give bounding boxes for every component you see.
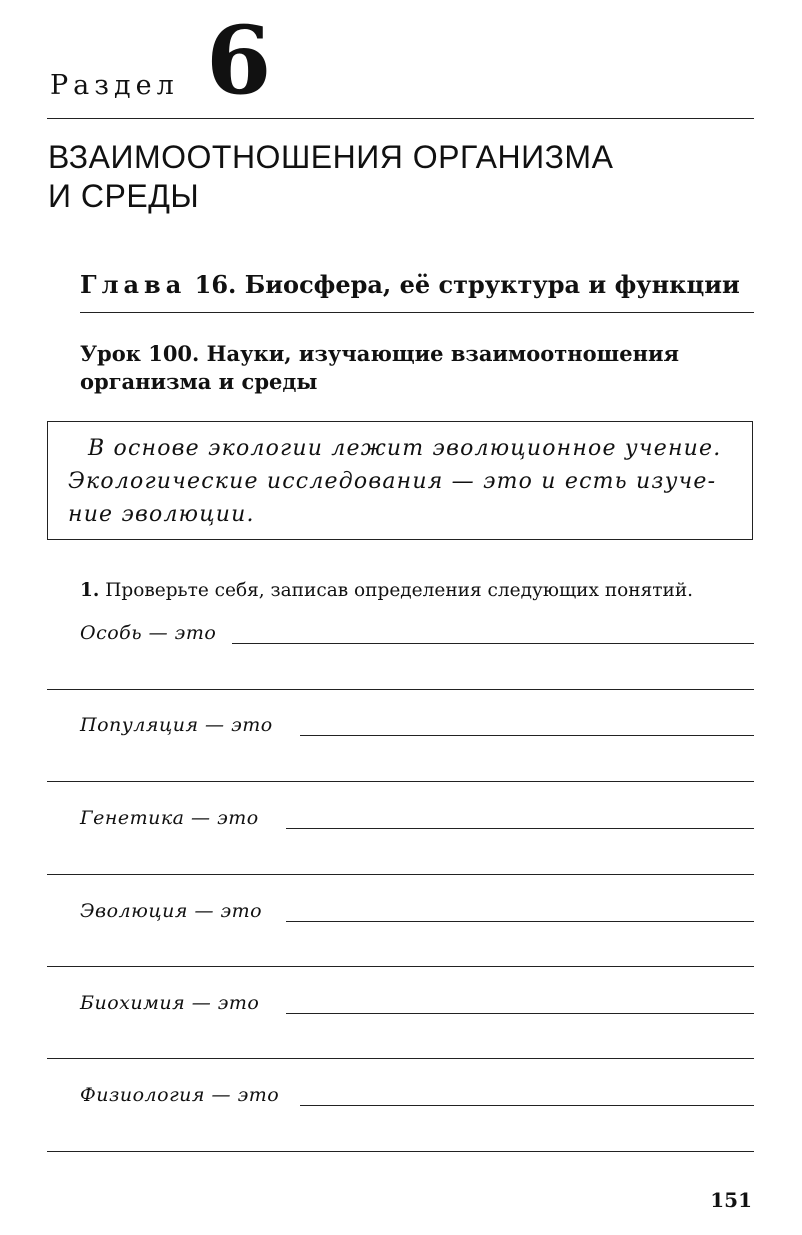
term-label-population: Популяция — это — [80, 714, 273, 736]
section-rule — [47, 118, 754, 119]
epigraph-line-2: Экологические исследования — это и есть изуче- — [68, 469, 717, 494]
epigraph-line-1: В основе экологии лежит эволюционное учение. — [88, 436, 722, 461]
answer-line[interactable] — [286, 921, 754, 922]
task-text: Проверьте себя, записав определения следующих понятий. — [105, 580, 694, 601]
term-label-genetics: Генетика — это — [80, 807, 259, 829]
section-label: Раздел — [50, 70, 179, 101]
chapter-prefix: Глава — [80, 270, 187, 299]
epigraph-line-3: ние эволюции. — [68, 502, 255, 527]
lesson-line-2: организма и среды — [80, 369, 318, 394]
lesson-heading — [80, 340, 740, 396]
chapter-title: 16. Биосфера, её структура и функции — [194, 270, 740, 299]
answer-line[interactable] — [300, 735, 754, 736]
title-line-2: И СРЕДЫ — [48, 178, 200, 214]
answer-line[interactable] — [47, 689, 754, 690]
term-label-individual: Особь — это — [80, 622, 217, 644]
chapter-rule — [80, 312, 754, 313]
page-title — [48, 138, 748, 216]
answer-line[interactable] — [47, 1151, 754, 1152]
answer-line[interactable] — [300, 1105, 754, 1106]
answer-line[interactable] — [232, 643, 754, 644]
term-label-physiology: Физиология — это — [80, 1084, 280, 1106]
term-label-evolution: Эволюция — это — [80, 900, 263, 922]
term-label-biochemistry: Биохимия — это — [80, 992, 260, 1014]
section-number: 6 — [206, 6, 272, 116]
answer-line[interactable] — [286, 828, 754, 829]
page-number: 151 — [710, 1188, 752, 1212]
task-instruction — [80, 580, 693, 601]
epigraph-box — [47, 421, 753, 540]
epigraph-text — [68, 432, 744, 531]
answer-line[interactable] — [47, 874, 754, 875]
answer-line[interactable] — [47, 781, 754, 782]
task-number: 1. — [80, 580, 100, 601]
chapter-heading — [80, 270, 740, 299]
lesson-line-1: Урок 100. Науки, изучающие взаимоотношения — [80, 341, 680, 366]
answer-line[interactable] — [286, 1013, 754, 1014]
answer-line[interactable] — [47, 966, 754, 967]
answer-line[interactable] — [47, 1058, 754, 1059]
title-line-1: ВЗАИМООТНОШЕНИЯ ОРГАНИЗМА — [48, 139, 614, 175]
